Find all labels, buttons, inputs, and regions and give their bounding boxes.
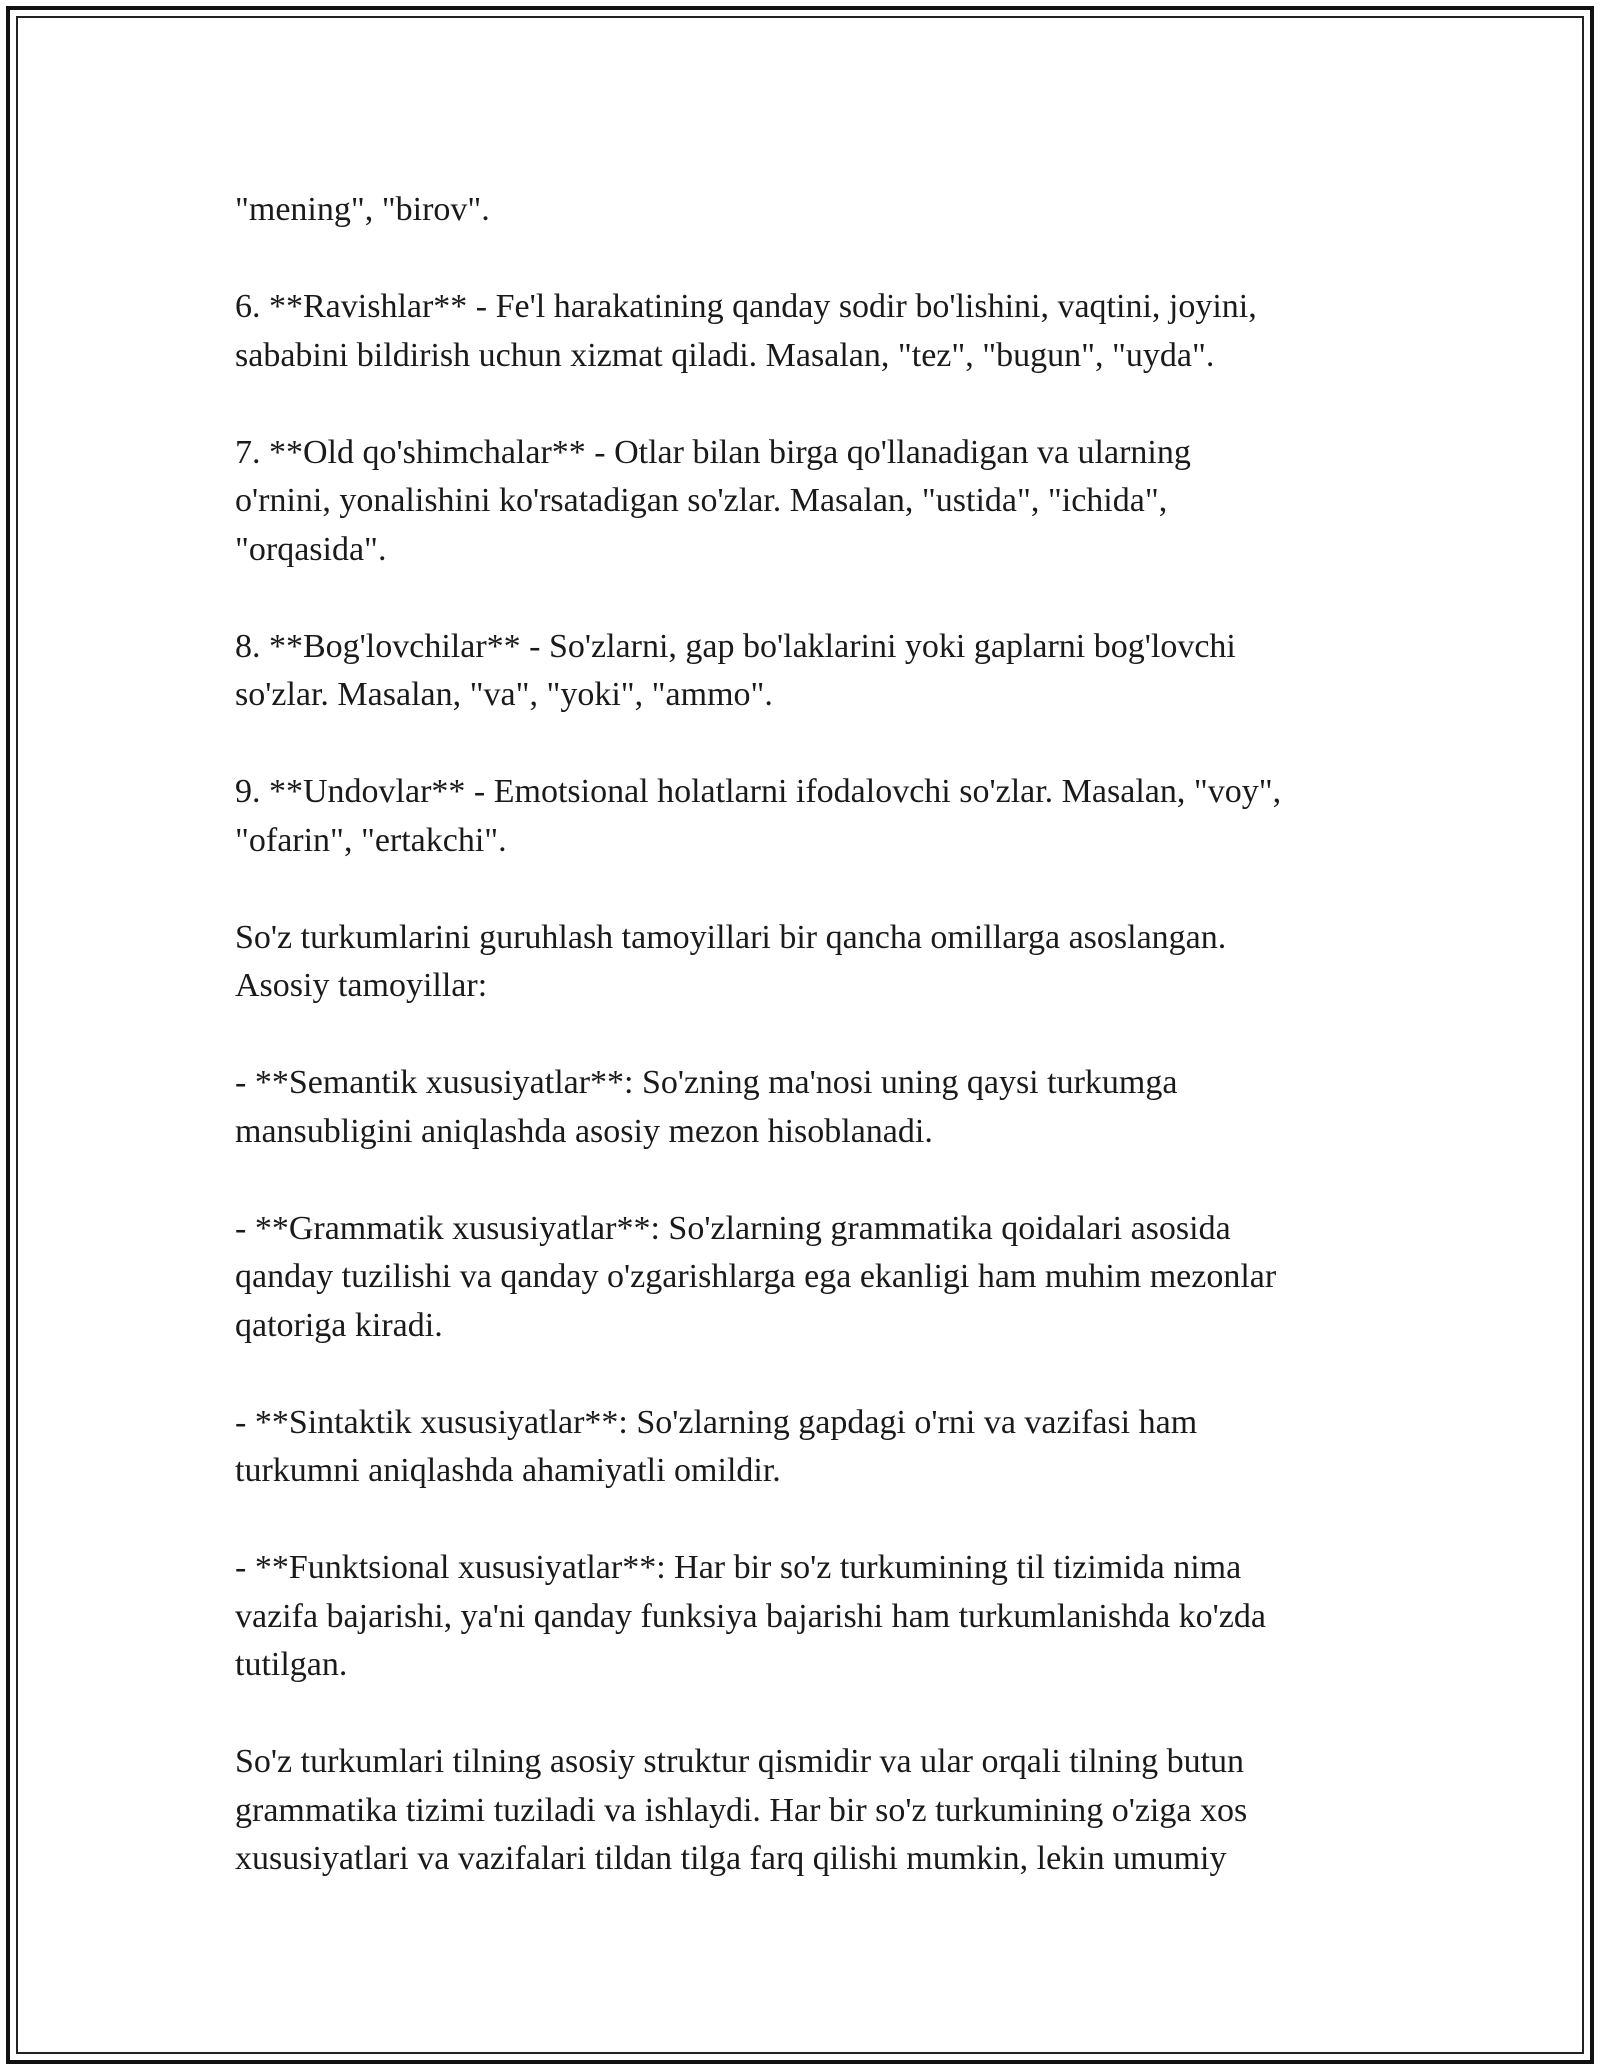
paragraph-continuation: "mening", "birov". bbox=[235, 191, 490, 228]
list-item-old-qoshimchalar: 7. **Old qo'shimchalar** - Otlar bilan birga qo'llanadigan va ularning o'rnini, yonalishini ko'rsatadigan so'zlar. Masalan, "ustida", "ichida", "orqasida". bbox=[235, 433, 1191, 568]
paragraph-principles-intro: So'z turkumlarini guruhlash tamoyillari bir qancha omillarga asoslangan. Asosiy tamoyillar: bbox=[235, 918, 1227, 1004]
bullet-sintaktik: - **Sintaktik xususiyatlar**: So'zlarning gapdagi o'rni va vazifasi ham turkumni aniqlashda ahamiyatli omildir. bbox=[235, 1403, 1198, 1489]
bullet-funktsional: - **Funktsional xususiyatlar**: Har bir so'z turkumining til tizimida nima vazifa bajarishi, ya'ni qanday funksiya bajarishi ham turkumlanishda ko'zda tutilgan. bbox=[235, 1549, 1266, 1683]
paragraph-conclusion: So'z turkumlari tilning asosiy struktur qismidir va ular orqali tilning butun grammatika tizimi tuziladi va ishlaydi. Har bir so'z turkumining o'ziga xos xususiyatlari va vazifalari tildan tilga farq qilishi mumkin, lekin umumiy bbox=[235, 1743, 1248, 1877]
list-item-boglovchilar: 8. **Bog'lovchilar** - So'zlarni, gap bo'laklarini yoki gaplarni bog'lovchi so'zlar. Masalan, "va", "yoki", "ammo". bbox=[235, 627, 1236, 713]
bullet-grammatik: - **Grammatik xususiyatlar**: So'zlarning grammatika qoidalari asosida qanday tuzilishi va qanday o'zgarishlarga ega ekanligi ham muhim mezonlar qatoriga kiradi. bbox=[235, 1209, 1277, 1344]
list-item-undovlar: 9. **Undovlar** - Emotsional holatlarni ifodalovchi so'zlar. Masalan, "voy", "ofarin", "ertakchi". bbox=[235, 773, 1282, 859]
bullet-semantik: - **Semantik xususiyatlar**: So'zning ma'nosi uning qaysi turkumga mansubligini aniqlashda asosiy mezon hisoblanadi. bbox=[235, 1064, 1178, 1150]
list-item-ravishlar: 6. **Ravishlar** - Fe'l harakatining qanday sodir bo'lishini, vaqtini, joyini, sababini bildirish uchun xizmat qiladi. Masalan, "tez", "bugun", "uyda". bbox=[235, 288, 1257, 374]
document-body bbox=[235, 186, 1385, 1884]
